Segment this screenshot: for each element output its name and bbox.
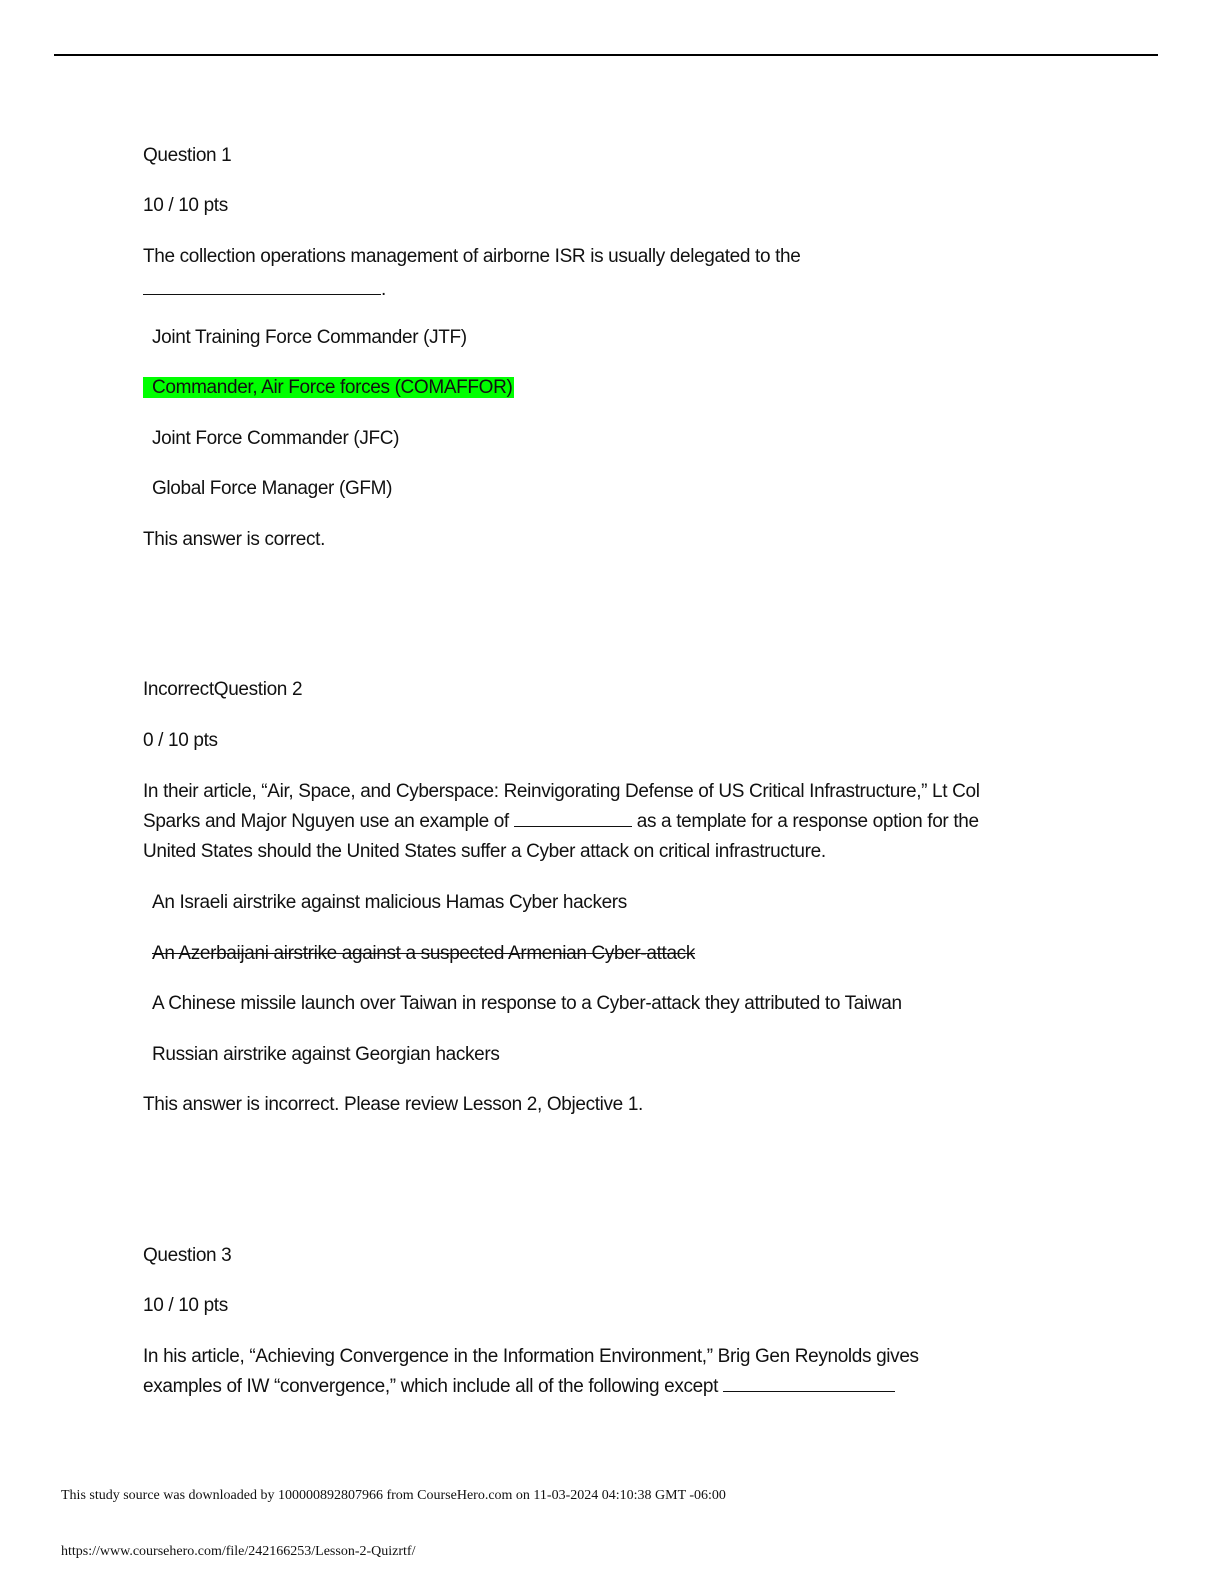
prompt-part: Sparks and Major Nguyen use an example of	[143, 811, 509, 832]
answer-blank	[143, 278, 381, 295]
question-2-title: IncorrectQuestion 2	[143, 679, 303, 700]
header-rule	[54, 54, 1158, 56]
question-1-option-1: Joint Training Force Commander (JTF)	[152, 327, 467, 348]
question-3-prompt-line-2	[143, 1375, 895, 1399]
question-1-title: Question 1	[143, 145, 232, 166]
question-2-option-2-struck: An Azerbaijani airstrike against a suspected Armenian Cyber-attack	[152, 943, 695, 964]
question-2-feedback: This answer is incorrect. Please review Lesson 2, Objective 1.	[143, 1094, 643, 1115]
question-1-blank	[143, 278, 386, 302]
correct-answer-highlight: Commander, Air Force forces (COMAFFOR)	[143, 377, 514, 398]
question-2-option-3: A Chinese missile launch over Taiwan in response to a Cyber-attack they attributed to Taiwan	[152, 993, 902, 1014]
question-2-points: 0 / 10 pts	[143, 730, 218, 751]
question-1-option-3: Joint Force Commander (JFC)	[152, 428, 400, 449]
prompt-part: examples of IW “convergence,” which include all of the following except	[143, 1376, 719, 1397]
question-1-points: 10 / 10 pts	[143, 195, 228, 216]
question-1-feedback: This answer is correct.	[143, 529, 325, 550]
question-2-option-4: Russian airstrike against Georgian hackers	[152, 1044, 500, 1065]
answer-blank	[723, 1375, 895, 1392]
source-url[interactable]: https://www.coursehero.com/file/242166253/Lesson-2-Quizrtf/	[61, 1544, 416, 1559]
question-3-prompt-line-1: In his article, “Achieving Convergence in the Information Environment,” Brig Gen Reynolds gives	[143, 1346, 919, 1367]
prompt-part: as a template for a response option for the	[636, 811, 979, 832]
question-1-option-2-correct	[143, 376, 514, 400]
question-1-option-4: Global Force Manager (GFM)	[152, 478, 393, 499]
answer-blank	[514, 810, 632, 827]
question-2-option-1: An Israeli airstrike against malicious Hamas Cyber hackers	[152, 892, 627, 913]
question-1-prompt: The collection operations management of airborne ISR is usually delegated to the	[143, 246, 801, 267]
question-2-prompt-line-3: United States should the United States suffer a Cyber attack on critical infrastructure.	[143, 841, 826, 862]
prompt-end: .	[381, 279, 386, 300]
question-2-prompt-line-2	[143, 810, 979, 834]
question-2-prompt-line-1: In their article, “Air, Space, and Cyberspace: Reinvigorating Defense of US Critical Infrastructure,” Lt Col	[143, 781, 980, 802]
question-3-title: Question 3	[143, 1245, 232, 1266]
download-note: This study source was downloaded by 100000892807966 from CourseHero.com on 11-03-2024 04:10:38 GMT -06:00	[61, 1488, 726, 1503]
question-3-points: 10 / 10 pts	[143, 1295, 228, 1316]
